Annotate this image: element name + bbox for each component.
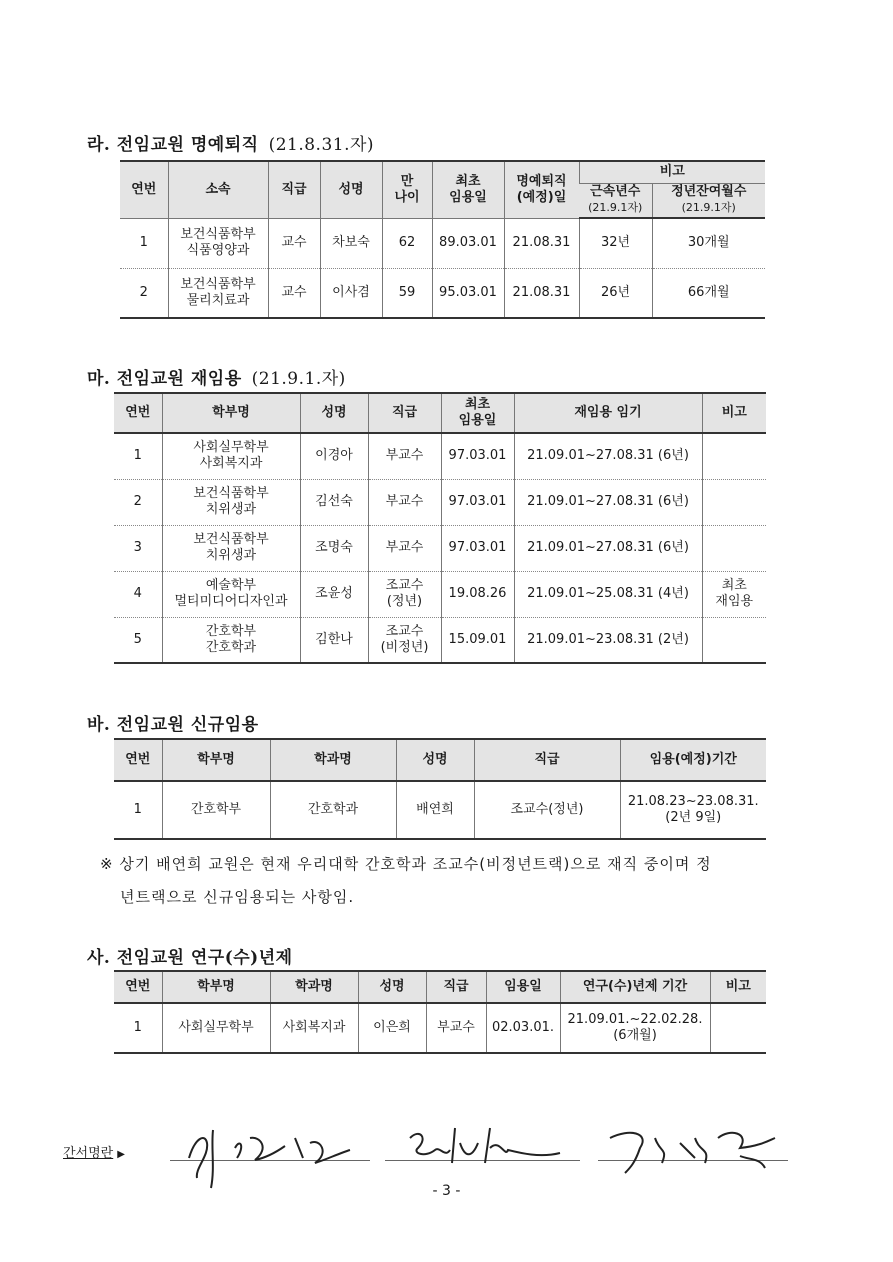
cell-line: 물리치료과 [186,292,250,308]
cell-line: 재임용 [715,594,754,609]
header-line: 나이 [394,189,420,205]
cell [514,433,702,479]
cell [560,1003,710,1053]
cell: 62 [382,218,432,268]
col-header: 연번 [114,739,162,781]
section-title: 사. 전임교원 연구(수)년제 [87,948,293,968]
cell-line: 21.09.01~27.08.31 (6년) [527,494,689,509]
cell-line: 김한나 [315,631,353,647]
cell [441,571,514,617]
col-header: 학과명 [270,739,396,781]
table-row [114,433,766,479]
col-header: 학부명 [162,739,270,781]
cell: 이은희 [358,1003,426,1053]
cell-line: 예술학부 [205,578,257,593]
col-header: 비고 [702,393,766,433]
cell: 89.03.01 [432,218,504,268]
cell: 사회복지과 [270,1003,358,1053]
col-header: 학부명 [162,393,300,433]
col-header: 임용(예정)기간 [620,739,766,781]
cell: 조교수(정년) [474,781,620,839]
header-line: 최초 [455,173,481,189]
cell [702,479,766,525]
header-line: 명예퇴직 [516,173,567,189]
cell [441,479,514,525]
cell [114,525,162,571]
cell [162,433,300,479]
table-row [114,525,766,571]
cell [368,617,441,663]
cell: 1 [120,218,168,268]
cell-line: 2 [133,494,142,509]
cell-line: (6개월) [613,1028,657,1043]
cell: 59 [382,268,432,318]
col-header: 직급 [426,971,486,1003]
cell [162,617,300,663]
retirement-table [120,160,765,319]
cell-line: 이경아 [315,448,353,464]
cell [300,525,368,571]
arrow-right-icon: ▶ [117,1149,125,1160]
section-heading-ra [87,130,374,155]
cell [168,268,268,318]
cell [114,571,162,617]
cell [702,571,766,617]
cell: 이사겸 [320,268,382,318]
note-paragraph [100,848,820,914]
col-header [579,183,652,218]
cell-line: 21.09.01~25.08.31 (4년) [527,586,689,601]
cell [441,433,514,479]
cell: 66개월 [652,268,765,318]
cell [514,571,702,617]
table-row [114,571,766,617]
table-row [114,781,766,839]
cell-line: 1 [133,448,142,464]
cell [368,525,441,571]
cell-line: 조교수 [385,623,424,639]
cell-line: 김선숙 [315,494,353,509]
cell-line: 보건식품학부 [180,276,256,292]
col-header [652,183,765,218]
cell [300,617,368,663]
cell-line: 4 [133,586,142,601]
section-heading-ba [87,710,259,735]
cell: 26년 [579,268,652,318]
cell [114,617,162,663]
col-header [432,161,504,218]
reappointment-table [114,392,766,664]
cell: 차보숙 [320,218,382,268]
col-header [504,161,579,218]
table-row [120,268,765,318]
cell-line: 19.08.26 [448,586,507,601]
section-date: (21.8.31.자) [268,135,375,155]
cell-line: 21.09.01.~22.02.28. [567,1012,703,1027]
col-header: 성명 [320,161,382,218]
cell-line: 보건식품학부 [193,486,269,501]
col-header: 재임용 임기 [514,393,702,433]
col-header: 직급 [368,393,441,433]
col-header: 직급 [268,161,320,218]
cell-line: 97.03.01 [448,448,507,464]
cell [168,218,268,268]
cell [514,617,702,663]
table-row [114,617,766,663]
sabbatical-table [114,970,766,1054]
cell-line: 간호학과 [205,639,257,655]
col-header: 학과명 [270,971,358,1003]
cell-line: (2년 9일) [665,810,722,825]
cell: 02.03.01. [486,1003,560,1053]
cell: 부교수 [426,1003,486,1053]
cell-line: 21.08.23~23.08.31. [627,794,759,809]
cell [368,479,441,525]
cell [702,617,766,663]
col-header: 소속 [168,161,268,218]
section-heading-sa [87,943,293,968]
cell [620,781,766,839]
cell [162,571,300,617]
cell-line: 조명숙 [315,540,353,555]
header-line: 임용일 [458,413,497,428]
cell [514,479,702,525]
cell: 30개월 [652,218,765,268]
cell: 1 [133,802,142,817]
cell [702,525,766,571]
header-line: 정년잔여월수 [671,184,747,200]
cell: 간호학과 [270,781,396,839]
header-line: 근속년수 [590,184,641,200]
cell [710,1003,766,1053]
signature-label-text: 간서명란 [63,1146,114,1161]
cell-line: 조윤성 [315,586,353,601]
cell-line: 보건식품학부 [193,532,269,547]
cell [162,479,300,525]
header-sub: (21.9.1자) [588,201,643,215]
cell: 2 [139,284,148,300]
cell-line: 5 [133,631,142,647]
cell: 21.08.31 [504,218,579,268]
header-line: 최초 [464,397,491,412]
cell [441,617,514,663]
cell-line: 97.03.01 [448,540,507,555]
cell [514,525,702,571]
section-heading-ma [87,364,346,389]
cell [162,525,300,571]
col-header: 임용일 [486,971,560,1003]
cell [368,433,441,479]
cell-line: 식품영양과 [186,243,250,258]
cell [441,525,514,571]
cell-line: 21.09.01~27.08.31 (6년) [527,448,689,464]
section-date: (21.9.1.자) [251,369,346,389]
cell-line: 21.09.01~23.08.31 (2년) [527,631,689,647]
section-title: 라. 전임교원 명예퇴직 [87,135,259,155]
col-header: 연구(수)년제 기간 [560,971,710,1003]
cell-line: 부교수 [385,494,424,509]
cell [702,433,766,479]
cell [368,571,441,617]
col-header: 연번 [114,393,162,433]
header-line: (예정)일 [516,189,567,205]
col-header: 성명 [300,393,368,433]
header-line: 임용일 [449,189,487,205]
section-title: 마. 전임교원 재임용 [87,369,242,389]
cell: 32년 [579,218,652,268]
cell-line: 부교수 [385,540,424,555]
header-line: 만 [400,173,414,189]
table-row [114,1003,766,1053]
cell-line: 조교수 [385,578,424,593]
col-header: 학부명 [162,971,270,1003]
cell-line: (정년) [386,594,423,609]
note-line: ※ 상기 배연희 교원은 현재 우리대학 간호학과 조교수(비정년트랙)으로 재직 중이며 정 [100,855,712,873]
col-header: 직급 [474,739,620,781]
cell-line: 치위생과 [205,502,257,517]
page-number: - 3 - [432,1183,461,1199]
cell-line: 15.09.01 [448,631,507,647]
cell-line: 최초 [721,578,747,593]
cell [114,479,162,525]
cell: 21.08.31 [504,268,579,318]
cell-line: 멀티미디어디자인과 [174,594,288,609]
col-header [382,161,432,218]
cell-line: 사회복지과 [199,456,263,472]
cell [300,433,368,479]
cell-line: 부교수 [385,448,424,464]
cell [300,571,368,617]
table-row [120,218,765,268]
cell: 배연희 [396,781,474,839]
cell-line: 3 [133,540,142,555]
cell [114,433,162,479]
cell: 95.03.01 [432,268,504,318]
col-header: 성명 [396,739,474,781]
cell-line: 보건식품학부 [180,227,256,242]
signature-label [63,1142,125,1161]
col-header [441,393,514,433]
table-row [114,479,766,525]
handwritten-signature [175,1108,375,1193]
new-appointment-table [114,738,766,840]
handwritten-signature [600,1108,790,1193]
cell-line: 치위생과 [205,548,257,563]
cell-line: 21.09.01~27.08.31 (6년) [527,540,689,555]
col-header: 성명 [358,971,426,1003]
col-header: 연번 [120,161,168,218]
cell [300,479,368,525]
cell: 사회실무학부 [162,1003,270,1053]
cell-line: 간호학부 [205,623,257,639]
cell: 간호학부 [162,781,270,839]
col-header: 연번 [114,971,162,1003]
header-sub: (21.9.1자) [681,201,736,215]
cell: 교수 [268,268,320,318]
col-header: 비고 [710,971,766,1003]
cell-line: (비정년) [380,639,429,655]
cell: 1 [133,1020,142,1035]
handwritten-signature [390,1108,590,1193]
cell: 교수 [268,218,320,268]
col-header: 비고 [579,161,765,183]
note-line: 년트랙으로 신규임용되는 사항임. [120,888,355,906]
cell-line: 사회실무학부 [193,440,269,456]
cell-line: 97.03.01 [448,494,507,509]
section-title: 바. 전임교원 신규임용 [87,715,259,735]
